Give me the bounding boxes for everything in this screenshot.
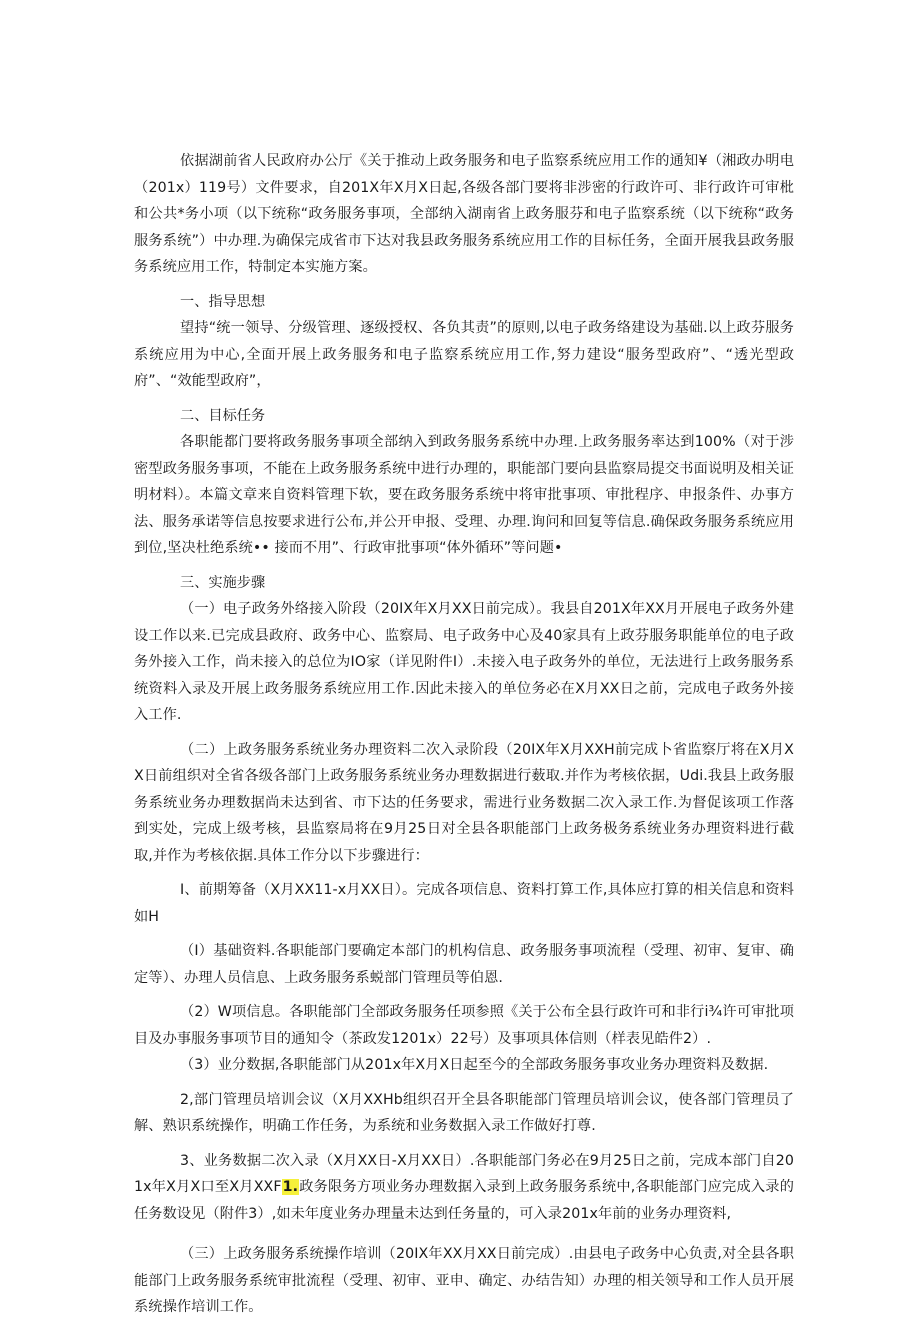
step-three-text-end: 政务限务方项业务办理数据入录到上政务服务系统中,各职能部门应完成入录的任务数设见（附件3）,如未年度业务办理量未达到任务量的，可入录201x年前的业务办理资料,: [134, 1179, 794, 1222]
step-one-basic-data: （I）基础资料.各职能部门要确定本部门的机构信息、政务服务事项流程（受理、初审、复审、确定等）、办理人员信息、上政务服务系蜕部门管理员等伯恩.: [134, 943, 794, 986]
step-one-paragraph: I、前期筹备（X月XX11-x月XX日）。完成各项信息、资料打算工作,具体应打算的相关信息和资料如H: [134, 882, 794, 925]
stage-three-paragraph: （三）上政务服务系统操作培训（20IX年XX月XX日前完成）.由县电子政务中心负责,对全县各职能部门上政务服务系统审批流程（受理、初审、亚申、确定、办结告知）办理的相关领导和工作人员开展系统操作培训工作。: [134, 1246, 794, 1315]
step-one-business-data: （3）业分数据,各职能部门从201x年X月X日起至今的全部政务服务事攻业务办理资料及数据.: [180, 1057, 769, 1073]
intro-paragraph: 依据湖前省人民政府办公厅《关于推动上政务服务和电子监察系统应用工作的通知¥（湘政办明电（201x）119号）文件要求，自201X年X月X日起,各级各部门要将非涉密的行政许可、非行政许可审枇和公共*务小项（以下统称“政务服务事项，全部纳入湖南省上政务服芬和电子监察系统（以下统称“政务服务系统”）中办理.为确保完成省市下达对我县政务服务系统应用工作的目标任务，全面开展我县政务服务系统应用工作，特制定本实施方案。: [134, 153, 794, 275]
document-page: [134, 148, 794, 1321]
step-one-item-info: （2）W项信息。各职能部门全部政务服务任项参照《关于公布全县行政许可和非行i¾许可审批项目及办事服务事项节目的通知令（茶政发1201x）22号）及事项具体信则（样表见皓件2）.: [134, 1004, 794, 1047]
step-three-paragraph: [134, 1148, 794, 1228]
stage-two-paragraph: （二）上政务服务系统业务办理资料二次入录阶段（20IX年X月XXH前完成卜省监察厅将在X月XX日前组织对全省各级各部门上政务服务系统业务办理数据进行薮取.并作为考核依据，Udi.我县上政务服务系统业务办理数据尚未达到省、市下达的任务要求，需进行业务数据二次入录工作.为督促该项工作落到实处，完成上级考核，县监察局将在9月25日对全县各职能部门上政务极务系统业务办理资料进行截取,并作为考核依据.具体工作分以下步骤进行：: [134, 741, 794, 864]
step-three-text-start: 3、业务数据二次入录（X月XX日-X月XX日）.各职能部门务必在9月25日之前，完成本部门自201x年X月X口至X月XXF: [134, 1152, 794, 1195]
step-two-paragraph: 2,部门管理员培训会议（X月XXHb组织召开全县各职能部门管理员培训会议，使各部门管理员了解、熟识系统操作，明确工作任务，为系统和业务数据入录工作做好打尊.: [134, 1091, 794, 1134]
guiding-ideology-paragraph: 望持“统一领导、分级管理、逐级授权、各负其责”的原则,以电子政务络建设为基础.以上政芬服务系统应用为中心,全面开展上政务服务和电子监察系统应用工作,努力建设“服务型政府”、“透光型政府”、“效能型政府”，: [134, 320, 794, 389]
stage-one-paragraph: （一）电子政务外络接入阶段（20IX年X月XX日前完成）。我县自201X年XX月开展电子政务外建设工作以来.已完成县政府、政务中心、监察局、电子政务中心及40家具有上政芬服务职能单位的电子政务外接入工作，尚未接入的总位为IO家（详见附件I）.未接入电子政务外的单位，无法进行上政务服务系统资料入录及开展上政务服务系统应用工作.因此未接入的单位务必在X月XX日之前，完成电子政务外接入工作.: [134, 601, 794, 723]
section-heading-guiding-ideology: 一、指导思想: [180, 293, 266, 310]
highlighted-text: 1.: [282, 1179, 299, 1195]
goals-paragraph: 各职能都门要将政务服务事项全部纳入到政务服务系统中办理.上政务服务率达到100%（对于涉密型政务服务事项，不能在上政务服务系统中进行办理的，职能部门要向县监察局提交书面说明及相关证明材料）。本篇文章来自资料管理下软，要在政务服务系统中将审批事项、审批程序、申报条件、办事方法、服务承诺等信息按要求进行公布,并公开申报、受理、办理.询问和回复等信息.确保政务服务系统应用到位,坚决杜绝系统•• 接而不用”、行政审批事项“体外循环”等问题•: [134, 434, 794, 556]
section-heading-implementation-steps: 三、实施步骤: [180, 574, 266, 591]
section-heading-goals: 二、目标任务: [180, 407, 266, 424]
